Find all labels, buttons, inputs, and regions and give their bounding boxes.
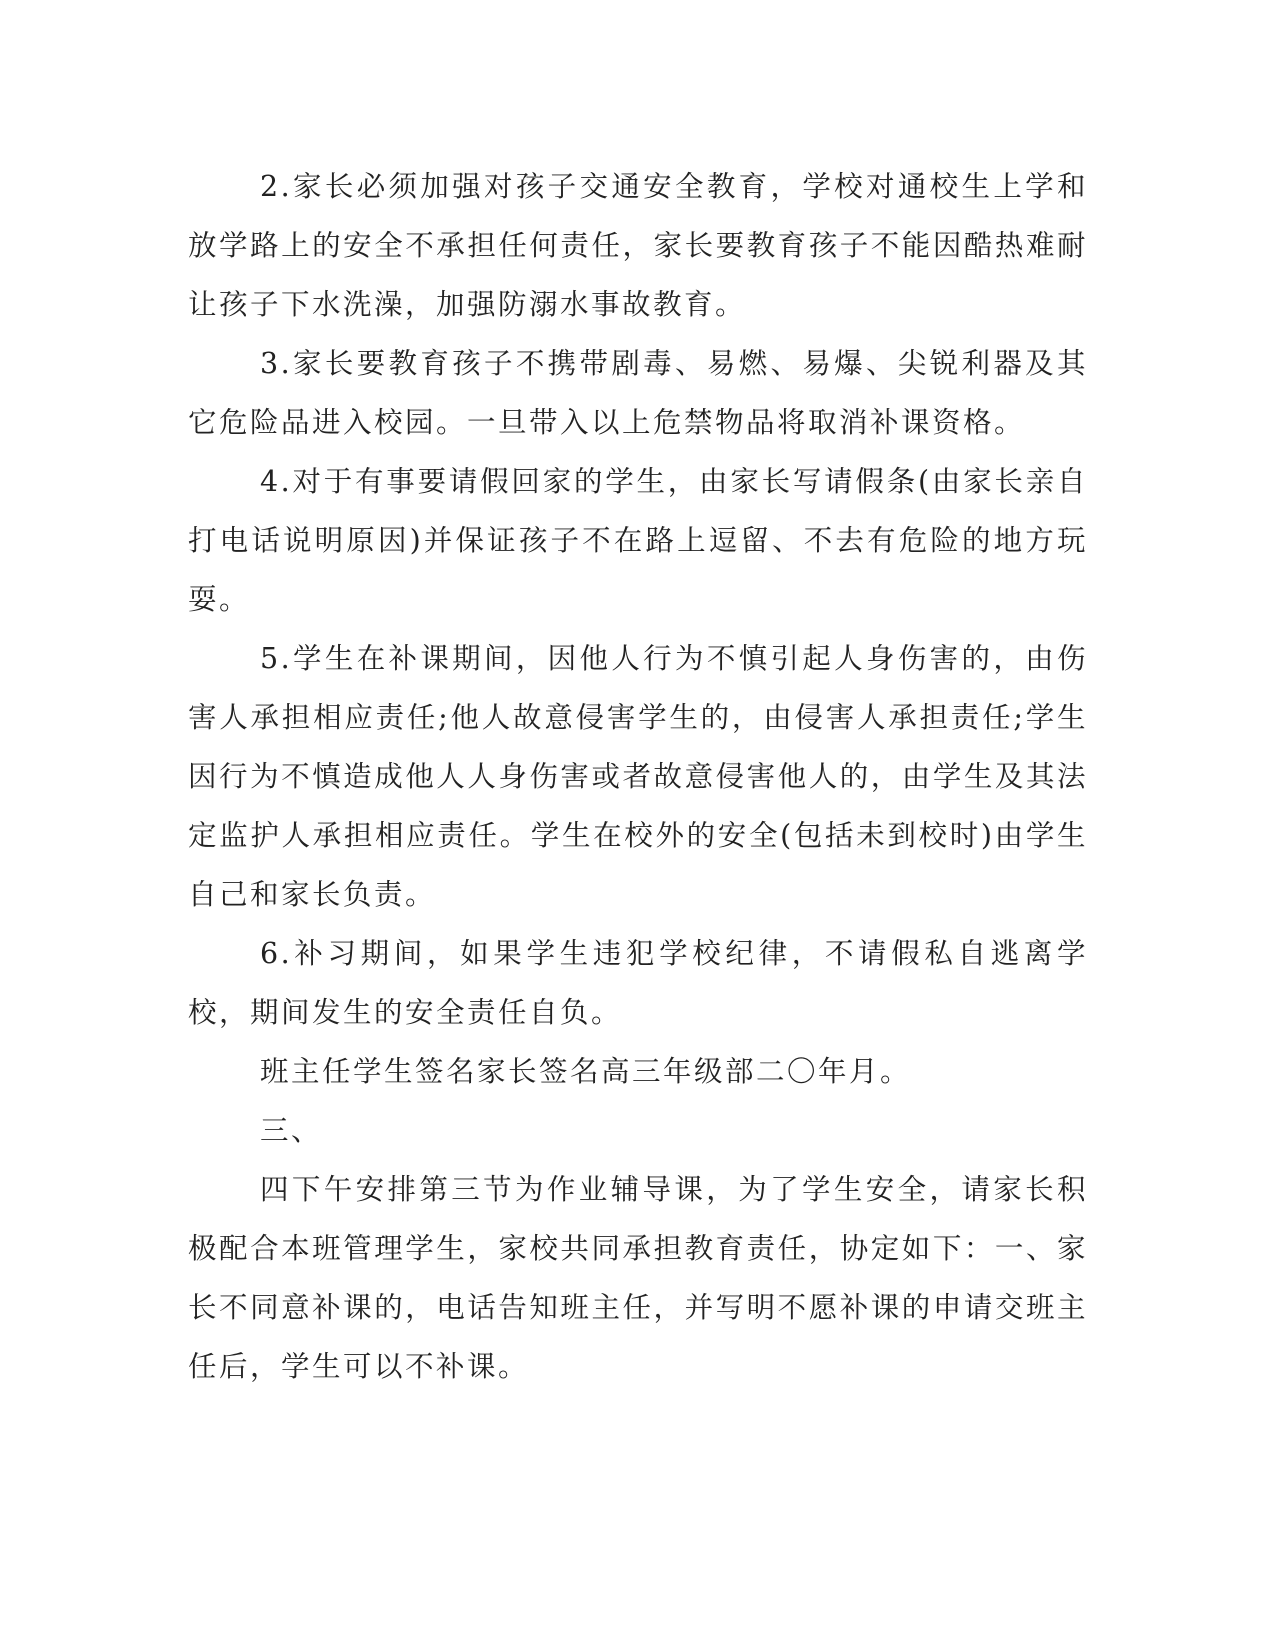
section-heading-three: 三、 <box>260 1114 323 1147</box>
document-body <box>188 157 1088 1396</box>
signature-line: 班主任学生签名家长签名高三年级部二〇年月。 <box>260 1055 912 1088</box>
paragraph-item-2: 2.家长必须加强对孩子交通安全教育，学校对通校生上学和放学路上的安全不承担任何责任，家长要教育孩子不能因酷热难耐让孩子下水洗澡，加强防溺水事故教育。 <box>188 170 1088 321</box>
paragraph-item-6: 6.补习期间，如果学生违犯学校纪律，不请假私自逃离学校，期间发生的安全责任自负。 <box>188 937 1088 1029</box>
paragraph-item-5: 5.学生在补课期间，因他人行为不慎引起人身伤害的，由伤害人承担相应责任;他人故意侵害学生的，由侵害人承担责任;学生因行为不慎造成他人人身伤害或者故意侵害他人的，由学生及其法定监护人承担相应责任。学生在校外的安全(包括未到校时)由学生自己和家长负责。 <box>188 642 1088 911</box>
paragraph-item-4: 4.对于有事要请假回家的学生，由家长写请假条(由家长亲自打电话说明原因)并保证孩子不在路上逗留、不去有危险的地方玩耍。 <box>188 465 1088 616</box>
paragraph-item-3: 3.家长要教育孩子不携带剧毒、易燃、易爆、尖锐利器及其它危险品进入校园。一旦带入以上危禁物品将取消补课资格。 <box>188 347 1088 439</box>
paragraph-tutoring: 四下午安排第三节为作业辅导课，为了学生安全，请家长积极配合本班管理学生，家校共同承担教育责任，协定如下：一、家长不同意补课的，电话告知班主任，并写明不愿补课的申请交班主任后，学生可以不补课。 <box>188 1173 1088 1383</box>
